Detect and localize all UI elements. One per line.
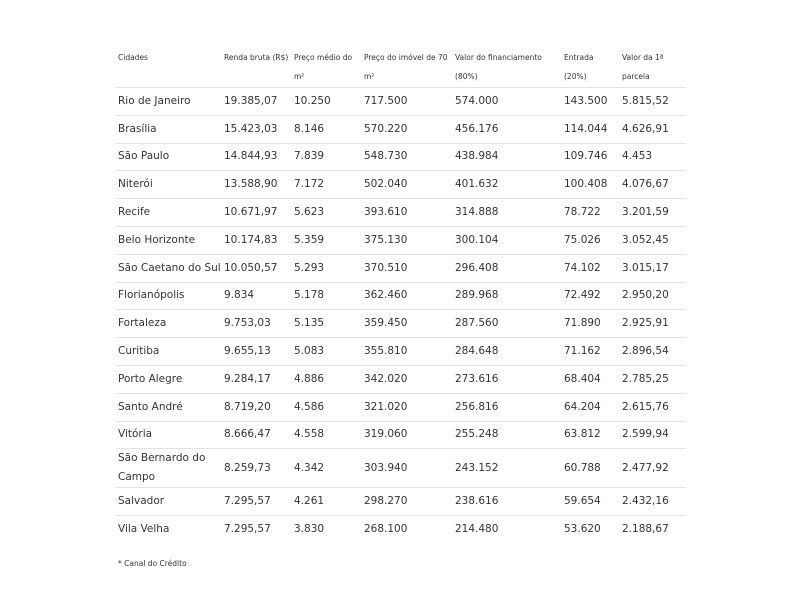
financing-table (116, 46, 686, 543)
table-cell-value: 393.610 (362, 199, 453, 227)
table-cell-value: 717.500 (362, 88, 453, 116)
table-cell-value: 314.888 (453, 199, 562, 227)
table-row (116, 199, 686, 227)
table-row (116, 516, 686, 543)
table-cell-value: 15.423,03 (222, 115, 292, 143)
table-cell-value: 502.040 (362, 171, 453, 199)
table-cell-value: 3.015,17 (620, 254, 686, 282)
table-cell-value: 64.204 (562, 393, 620, 421)
table-cell-value: 4.886 (292, 365, 362, 393)
table-row (116, 338, 686, 366)
table-cell-value: 214.480 (453, 516, 562, 543)
table-cell-value: 303.940 (362, 449, 453, 488)
table-cell-value: 4.453 (620, 143, 686, 171)
table-cell-value: 2.599,94 (620, 421, 686, 449)
table-cell-value: 574.000 (453, 88, 562, 116)
table-cell-value: 3.201,59 (620, 199, 686, 227)
table-cell-value: 71.890 (562, 310, 620, 338)
table-cell-value: 375.130 (362, 226, 453, 254)
table-cell-value: 8.146 (292, 115, 362, 143)
table-row (116, 88, 686, 116)
table-cell-value: 5.623 (292, 199, 362, 227)
table-row (116, 488, 686, 516)
header-preco-medio-m2: Preço médio do m² (294, 53, 353, 81)
table-cell-value: 53.620 (562, 516, 620, 543)
table-row (116, 282, 686, 310)
table-cell-value: 456.176 (453, 115, 562, 143)
table-cell-value: 9.655,13 (222, 338, 292, 366)
table-cell-value: 78.722 (562, 199, 620, 227)
header-valor-primeira-parcela: Valor da 1ª parcela (622, 53, 664, 81)
header-preco-imovel-70m2: Preço do imóvel de 70 m² (364, 53, 448, 81)
table-cell-value: 401.632 (453, 171, 562, 199)
header-renda-bruta: Renda bruta (R$) (224, 53, 289, 62)
table-cell-value: 3.052,45 (620, 226, 686, 254)
table-cell-value: 268.100 (362, 516, 453, 543)
table-cell-value: 68.404 (562, 365, 620, 393)
table-cell-city: Santo André (116, 393, 222, 421)
table-cell-value: 13.588,90 (222, 171, 292, 199)
table-cell-city: Salvador (116, 488, 222, 516)
table-cell-value: 438.984 (453, 143, 562, 171)
table-cell-value: 4.558 (292, 421, 362, 449)
table-cell-value: 2.615,76 (620, 393, 686, 421)
table-row (116, 310, 686, 338)
table-cell-value: 5.178 (292, 282, 362, 310)
table-row (116, 449, 686, 488)
table-cell-city: São Bernardo do Campo (116, 449, 222, 488)
table-cell-value: 59.654 (562, 488, 620, 516)
table-cell-value: 287.560 (453, 310, 562, 338)
table-cell-value: 359.450 (362, 310, 453, 338)
table-cell-value: 3.830 (292, 516, 362, 543)
table-cell-city: Belo Horizonte (116, 226, 222, 254)
table-row (116, 143, 686, 171)
table-cell-value: 5.083 (292, 338, 362, 366)
table-cell-city: Porto Alegre (116, 365, 222, 393)
table-row (116, 365, 686, 393)
table-cell-value: 355.810 (362, 338, 453, 366)
table-cell-value: 298.270 (362, 488, 453, 516)
table-cell-value: 5.815,52 (620, 88, 686, 116)
table-cell-value: 296.408 (453, 254, 562, 282)
table-cell-value: 238.616 (453, 488, 562, 516)
table-cell-value: 2.432,16 (620, 488, 686, 516)
table-cell-value: 342.020 (362, 365, 453, 393)
table-cell-value: 9.834 (222, 282, 292, 310)
table-cell-city: Brasília (116, 115, 222, 143)
table-cell-city: Florianópolis (116, 282, 222, 310)
table-cell-value: 109.746 (562, 143, 620, 171)
table-cell-value: 7.295,57 (222, 488, 292, 516)
table-cell-value: 2.950,20 (620, 282, 686, 310)
table-cell-value: 4.586 (292, 393, 362, 421)
table-cell-value: 284.648 (453, 338, 562, 366)
table-cell-value: 5.135 (292, 310, 362, 338)
table-cell-value: 19.385,07 (222, 88, 292, 116)
table-cell-city: Vila Velha (116, 516, 222, 543)
table-cell-value: 8.259,73 (222, 449, 292, 488)
header-valor-financiamento: Valor do financiamento (80%) (455, 53, 542, 81)
table-cell-value: 7.172 (292, 171, 362, 199)
table-cell-value: 4.076,67 (620, 171, 686, 199)
table-cell-city: Rio de Janeiro (116, 88, 222, 116)
table-cell-value: 5.293 (292, 254, 362, 282)
table-cell-city: Vitória (116, 421, 222, 449)
footnote-source: * Canal do Crédito (118, 559, 187, 568)
table-cell-value: 143.500 (562, 88, 620, 116)
table-cell-value: 4.342 (292, 449, 362, 488)
table-cell-value: 319.060 (362, 421, 453, 449)
table-cell-value: 71.162 (562, 338, 620, 366)
table-cell-value: 72.492 (562, 282, 620, 310)
table-cell-value: 4.261 (292, 488, 362, 516)
header-entrada: Entrada (20%) (564, 53, 594, 81)
table-cell-value: 255.248 (453, 421, 562, 449)
table-cell-city: Curitiba (116, 338, 222, 366)
table-body (116, 88, 686, 543)
table-cell-value: 8.719,20 (222, 393, 292, 421)
table-cell-value: 570.220 (362, 115, 453, 143)
table-cell-value: 2.477,92 (620, 449, 686, 488)
table-cell-value: 370.510 (362, 254, 453, 282)
table-cell-value: 243.152 (453, 449, 562, 488)
table-cell-value: 256.816 (453, 393, 562, 421)
table-cell-value: 5.359 (292, 226, 362, 254)
table-cell-value: 74.102 (562, 254, 620, 282)
table-cell-city: Recife (116, 199, 222, 227)
table-row (116, 115, 686, 143)
table-cell-value: 289.968 (453, 282, 562, 310)
table-row (116, 226, 686, 254)
table-cell-value: 2.188,67 (620, 516, 686, 543)
table-cell-value: 75.026 (562, 226, 620, 254)
table-cell-value: 2.785,25 (620, 365, 686, 393)
table-cell-value: 10.174,83 (222, 226, 292, 254)
table-cell-value: 100.408 (562, 171, 620, 199)
table-cell-city: São Paulo (116, 143, 222, 171)
table-cell-value: 7.839 (292, 143, 362, 171)
table-cell-value: 2.896,54 (620, 338, 686, 366)
financing-table-container (116, 46, 686, 543)
table-cell-value: 7.295,57 (222, 516, 292, 543)
table-cell-value: 4.626,91 (620, 115, 686, 143)
table-cell-value: 9.753,03 (222, 310, 292, 338)
table-cell-value: 14.844,93 (222, 143, 292, 171)
table-cell-value: 114.044 (562, 115, 620, 143)
table-cell-value: 10.050,57 (222, 254, 292, 282)
table-cell-value: 8.666,47 (222, 421, 292, 449)
table-cell-value: 362.460 (362, 282, 453, 310)
table-cell-value: 9.284,17 (222, 365, 292, 393)
table-row (116, 421, 686, 449)
table-cell-value: 300.104 (453, 226, 562, 254)
table-cell-value: 10.671,97 (222, 199, 292, 227)
table-row (116, 254, 686, 282)
table-cell-value: 548.730 (362, 143, 453, 171)
table-cell-value: 321.020 (362, 393, 453, 421)
table-cell-value: 10.250 (292, 88, 362, 116)
table-cell-city: Fortaleza (116, 310, 222, 338)
table-cell-city: Niterói (116, 171, 222, 199)
table-cell-value: 63.812 (562, 421, 620, 449)
table-row (116, 393, 686, 421)
table-cell-value: 2.925,91 (620, 310, 686, 338)
header-cidades: Cidades (118, 53, 148, 62)
table-cell-value: 60.788 (562, 449, 620, 488)
table-cell-city: São Caetano do Sul (116, 254, 222, 282)
table-cell-value: 273.616 (453, 365, 562, 393)
table-header-row (116, 46, 686, 88)
table-row (116, 171, 686, 199)
